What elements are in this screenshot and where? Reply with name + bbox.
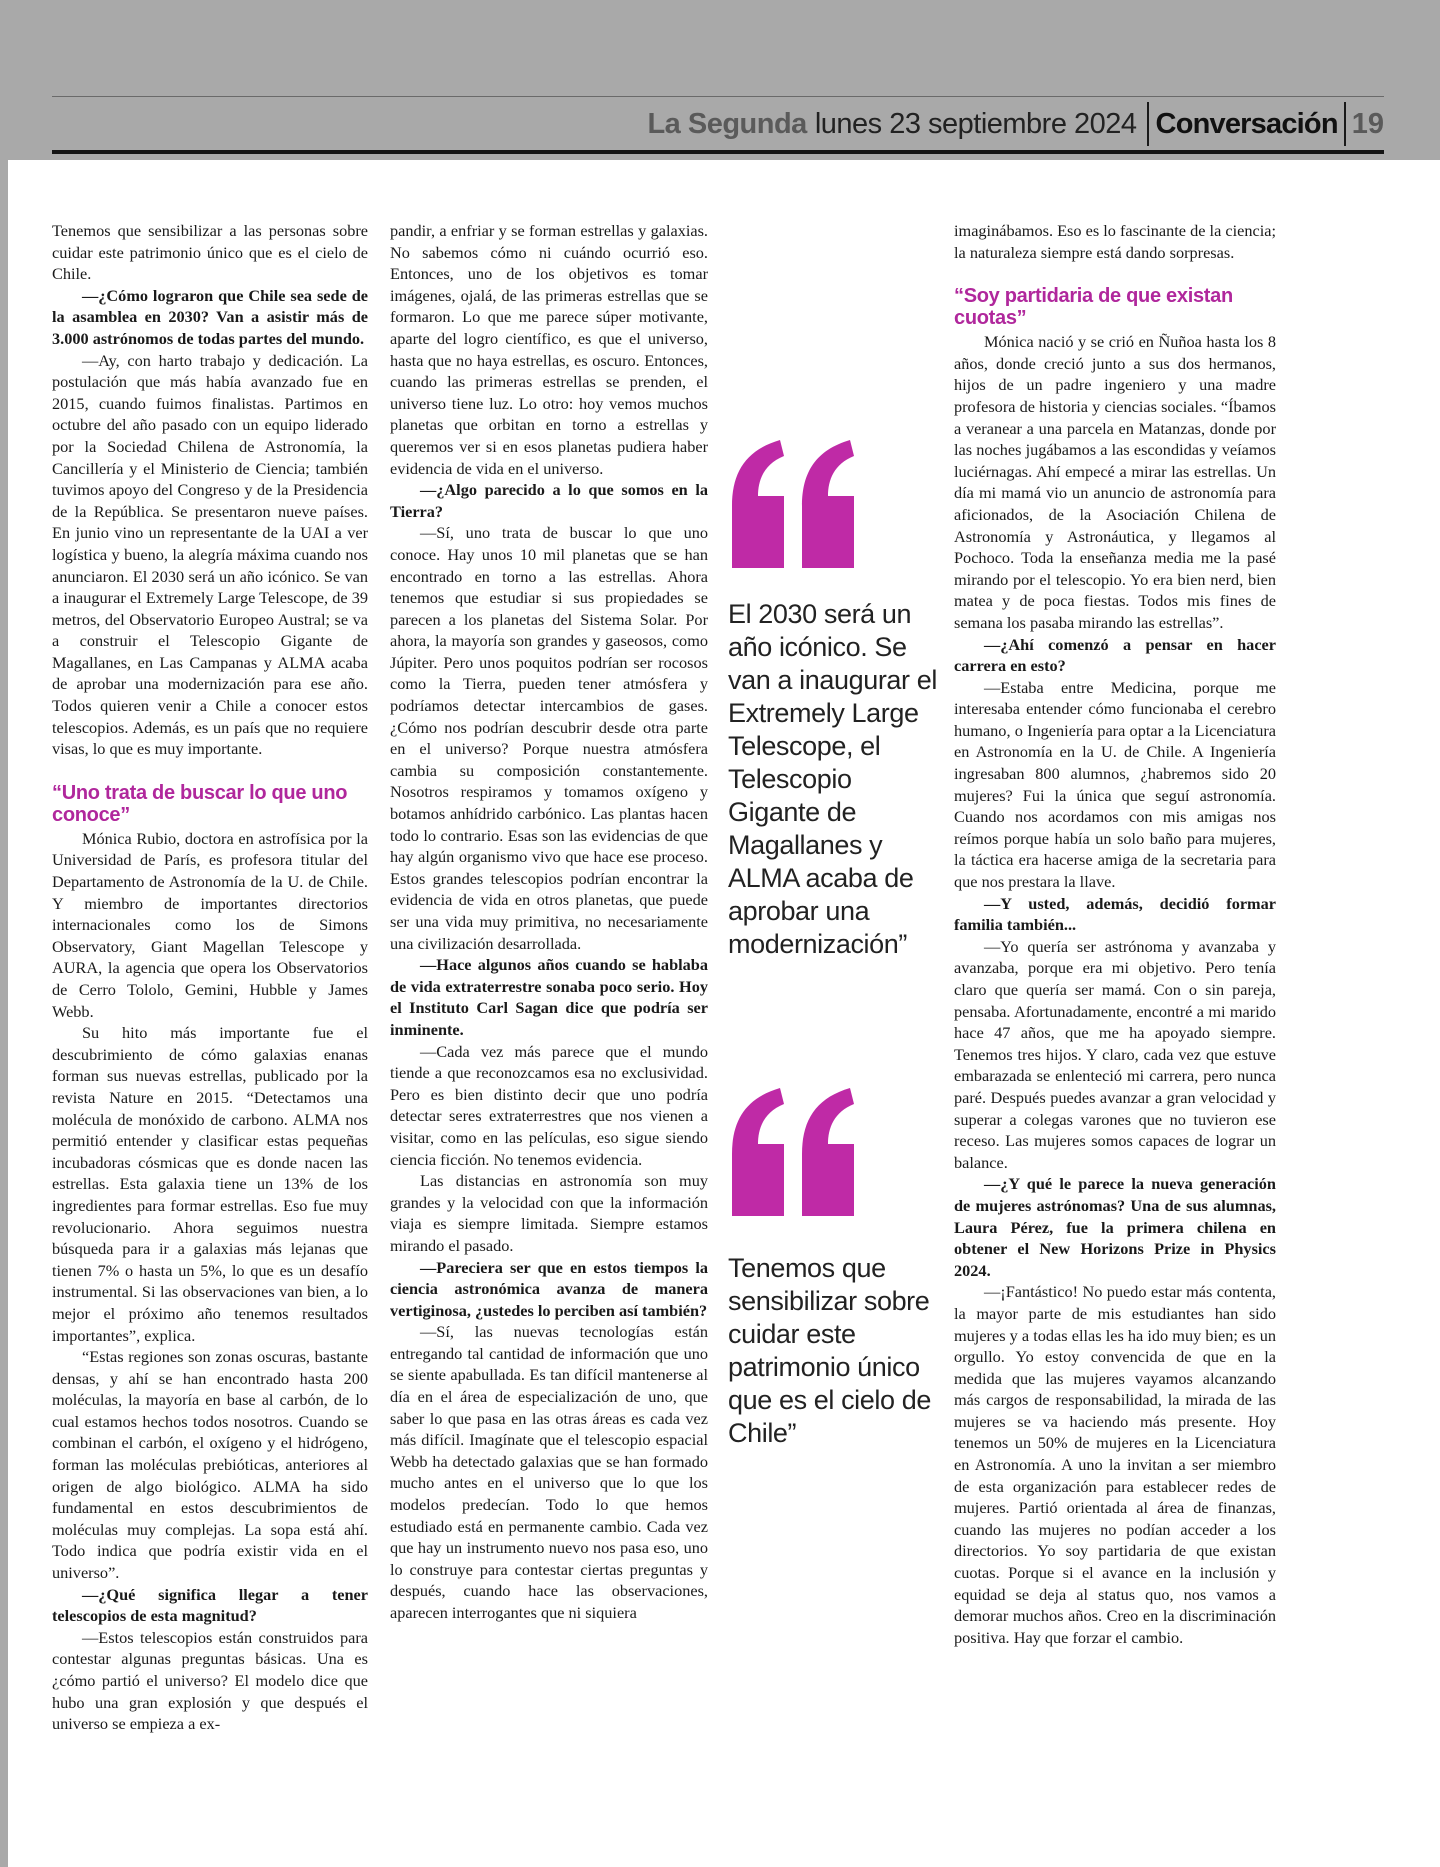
- paragraph: Su hito más importante fue el descubrimiento de cómo galaxias enanas forman sus nuevas estrellas, publicado por la revista Nature en 2015. “Detectamos una molécula de monóxido de carbono. ALMA nos permitió entender y clasificar estas pequeñas incubadoras cósmicas que es donde nacen las estrellas. Esta galaxia tiene un 13% de los ingredientes para formar estrellas. Eso fue muy revolucionario. Ahora seguimos nuestra búsqueda para ir a galaxias más lejanas que tienen 7% o hasta un 5%, lo que es un desafío instrumental. Si las observaciones van bien, a lo mejor el próximo año tenemos resultados importantes”, explica.: [52, 1023, 368, 1345]
- paragraph: Las distancias en astronomía son muy grandes y la velocidad con que la información viaja es siempre limitada. Siempre estamos mirando el pasado.: [390, 1171, 708, 1255]
- paragraph: Tenemos que sensibilizar a las personas sobre cuidar este patrimonio único que es el cielo de Chile.: [52, 221, 368, 284]
- header-separator: [1147, 102, 1149, 146]
- question: —¿Ahí comenzó a pensar en hacer carrera en esto?: [954, 634, 1276, 676]
- paragraph: imaginábamos. Eso es lo fascinante de la ciencia; la naturaleza siempre está dando sorpresas.: [954, 221, 1276, 262]
- section-name: Conversación: [1155, 107, 1338, 140]
- publication-date: lunes 23 septiembre 2024: [814, 107, 1137, 140]
- header-rule-thin: [52, 96, 1384, 97]
- quote-mark-icon: [728, 440, 858, 570]
- paragraph: Mónica nació y se crió en Ñuñoa hasta los 8 años, donde creció junto a sus dos hermanos, hijos de un padre ingeniero y una madre profesora de historia y ciencias sociales. “Íbamos a veranear a una parcela en Matanzas, donde por las noches jugábamos a las escondidas y veíamos luciérnagas. Ahí empecé a mirar las estrellas. Un día mi mamá vio un anuncio de astronomía para aficionados, de la Asociación Chilena de Astronomía y Astronáutica, y llegamos al Pochoco. Toda la enseñanza media me la pasé mirando por el telescopio. Yo era bien nerd, bien matea y de poca fiestas. Todos mis fines de semana los pasaba mirando las estrellas”.: [954, 332, 1276, 632]
- subheading: “Uno trata de buscar lo que uno conoce”: [52, 781, 348, 826]
- header-separator: [1344, 102, 1346, 146]
- question: —¿Cómo lograron que Chile sea sede de la asamblea en 2030? Van a asistir más de 3.000 astrónomos de todas partes del mundo.: [52, 285, 368, 348]
- column-4: [954, 220, 1276, 1648]
- paragraph: pandir, a enfriar y se forman estrellas y galaxias. No sabemos cómo ni cuándo ocurrió eso. Entonces, uno de los objetivos es tomar imágenes, ojalá, de las primeras estrellas que se formaron. Lo que me parece súper motivante, aparte del logro científico, es que el universo, hasta que no haya estrellas, es oscuro. Entonces, cuando las primeras estrellas se prenden, el universo tiene luz. Lo otro: hoy vemos muchos planetas que orbitan en torno a estrellas y queremos ver si en esos planetas pudiera haber evidencia de vida en el universo.: [390, 221, 708, 478]
- paragraph: —Cada vez más parece que el mundo tiende a que reconozcamos esa no exclusividad. Pero es bien distinto decir que uno podría detectar seres extraterrestres que nos vienen a visitar, como en las películas, eso sigue siendo ciencia ficción. No tenemos evidencia.: [390, 1041, 708, 1169]
- header-rule-thick: [52, 150, 1384, 154]
- paragraph: —Sí, las nuevas tecnologías están entregando tal cantidad de información que uno se siente apabullada. Es tan difícil mantenerse al día en el área de especialización de uno, que saber lo que pasa en las otras áreas es cada vez más difícil. Imagínate que el telescopio espacial Webb ha detectado galaxias que se han formado mucho antes en el universo que lo que los modelos predecían. Todo lo que hemos estudiado está en permanente cambio. Cada vez que hay un instrumento nuevo nos pasa eso, uno lo construye para contestar ciertas preguntas y después, cuando hace las observaciones, aparecen interrogantes que ni siquiera: [390, 1322, 708, 1622]
- question: —¿Y qué le parece la nueva generación de mujeres astrónomas? Una de sus alumnas, Laura Pérez, fue la primera chilena en obtener el New Horizons Prize in Physics 2024.: [954, 1174, 1276, 1280]
- question: —Hace algunos años cuando se hablaba de vida extraterrestre sonaba poco serio. Hoy el Instituto Carl Sagan dice que podría ser inminente.: [390, 955, 708, 1039]
- column-1: [52, 220, 368, 1735]
- quote-mark-icon: [728, 1088, 858, 1218]
- paragraph: —¡Fantástico! No puedo estar más contenta, la mayor parte de mis estudiantes han sido mujeres y a todas ellas les ha ido muy bien; es un orgullo. Yo estoy convencida de que en la medida que las mujeres vayamos alcanzando más cargos de responsabilidad, la mirada de las mujeres se va haciendo más presente. Hoy tenemos un 50% de mujeres en la Licenciatura en Astronomía. A uno la invitan a ser miembro de esta organización para establecer redes de mujeres. Partió orientada al área de finanzas, cuando las mujeres no podían acceder a los directorios. Yo soy partidaria de que existan cuotas. Porque si el avance en la inclusión y equidad se deja al status quo, nos vamos a demorar muchos años. Creo en la discriminación positiva. Hay que forzar el cambio.: [954, 1282, 1276, 1647]
- pull-quote-text: El 2030 será un año icónico. Se van a inaugurar el Extremely Large Telescope, el Telescopio Gigante de Magallanes y ALMA acaba de aprobar una modernización”: [728, 599, 937, 959]
- paragraph: —Ay, con harto trabajo y dedicación. La postulación que más había avanzado fue en 2015, cuando fuimos finalistas. Partimos en octubre del año pasado con un equipo liderado por la Sociedad Chilena de Astronomía, la Cancillería y el Ministerio de Ciencia; también tuvimos apoyo del Congreso y de la Presidencia de la República. Se presentaron nueve países. En junio vino un representante de la UAI a ver logística y bueno, la alegría máxima cuando nos anunciaron. El 2030 será un año icónico. Se van a inaugurar el Extremely Large Telescope, de 39 metros, del Observatorio Europeo Austral; se va a construir el Telescopio Gigante de Magallanes, en Las Campanas y ALMA acaba de aprobar una modernización para ese año. Todos quieren venir a Chile a conocer estos telescopios. Además, es un país que no requiere visas, lo que es muy importante.: [52, 350, 368, 759]
- question: —Y usted, además, decidió formar familia también...: [954, 893, 1276, 935]
- paragraph: —Sí, uno trata de buscar lo que uno conoce. Hay unos 10 mil planetas que se han encontrado en torno a las estrellas. Ahora tenemos que estudiar si sus propiedades se parecen a los planetas del Sistema Solar. Por ahora, la mayoría son grandes y gaseosos, como Júpiter. Pero unos poquitos podrían ser rocosos como la Tierra, pueden tener atmósfera y podríamos detectar intercambios de gases. ¿Cómo nos podrían descubrir desde otra parte en el universo? Porque nuestra atmósfera cambia su composición constantemente. Nosotros respiramos y tomamos oxígeno y botamos anhídrido carbónico. Las plantas hacen todo lo contrario. Esas son las evidencias de que hay algún organismo vivo que hace ese proceso. Estos grandes telescopios podrían encontrar la evidencia de vida en otros planetas, que puede ser una vida muy primitiva, no necesariamente una civilización desarrollada.: [390, 523, 708, 953]
- question: —Pareciera ser que en estos tiempos la ciencia astronómica avanza de manera vertiginosa, ¿ustedes lo perciben así también?: [390, 1257, 708, 1320]
- page-number: 19: [1351, 107, 1384, 140]
- column-2: [390, 220, 708, 1624]
- question: —¿Algo parecido a lo que somos en la Tierra?: [390, 480, 708, 521]
- pull-quote-text: Tenemos que sensibilizar sobre cuidar este patrimonio único que es el cielo de Chile”: [728, 1253, 931, 1448]
- pull-quote-1: [728, 440, 938, 961]
- paragraph: —Yo quería ser astrónoma y avanzaba y avanzaba, porque era mi objetivo. Pero tenía claro que quería ser mamá. Con o sin pareja, pensaba. Afortunadamente, encontré a mi marido hace 47 años, que me ha apoyado siempre. Tenemos tres hijos. Y claro, cada vez que estuve embarazada se enlenteció mi carrera, pero nunca paré. Después puedes avanzar a gran velocidad y superar a colegas varones que no tuvieron ese receso. Las mujeres somos capaces de lograr un balance.: [954, 936, 1276, 1172]
- pull-quote-2: [728, 1088, 938, 1450]
- subheading: “Soy partidaria de que existan cuotas”: [954, 285, 1233, 330]
- publication-name: La Segunda: [647, 107, 807, 140]
- page-content: [8, 160, 1440, 1867]
- paragraph: —Estos telescopios están construidos para contestar algunas preguntas básicas. Una es ¿cómo partió el universo? El modelo dice que hubo una gran explosión y que después el universo se empieza a ex-: [52, 1627, 368, 1734]
- page-header: [52, 96, 1384, 154]
- question: —¿Qué significa llegar a tener telescopios de esta magnitud?: [52, 1584, 368, 1626]
- header-row: [647, 100, 1384, 148]
- paragraph: —Estaba entre Medicina, porque me interesaba entender cómo funcionaba el cerebro humano, o Ingeniería para optar a la Licenciatura en Astronomía en la U. de Chile. A Ingeniería ingresaban 800 alumnos, ¿habremos sido 20 mujeres? Fui la única que seguí astronomía. Cuando nos acordamos con mis amigas nos reímos porque había un solo baño para mujeres, la táctica era hacerse amiga de la secretaria para que nos prestara la llave.: [954, 677, 1276, 892]
- paragraph: Mónica Rubio, doctora en astrofísica por la Universidad de París, es profesora titular del Departamento de Astronomía de la U. de Chile. Y miembro de importantes directorios internacionales como los de Simons Observatory, Giant Magellan Telescope y AURA, la agencia que opera los Observatorios de Cerro Tololo, Gemini, Hubble y James Webb.: [52, 828, 368, 1021]
- paragraph: “Estas regiones son zonas oscuras, bastante densas, y ahí se han encontrado hasta 200 moléculas, la mayoría en base al carbón, de lo cual estamos hechos todos nosotros. Cuando se combinan el carbón, el oxígeno y el hidrógeno, forman las moléculas prebióticas, anteriores al origen de algo biológico. ALMA ha sido fundamental en estos descubrimientos de moléculas muy complejas. La sopa está ahí. Todo indica que podría existir vida en el universo”.: [52, 1347, 368, 1583]
